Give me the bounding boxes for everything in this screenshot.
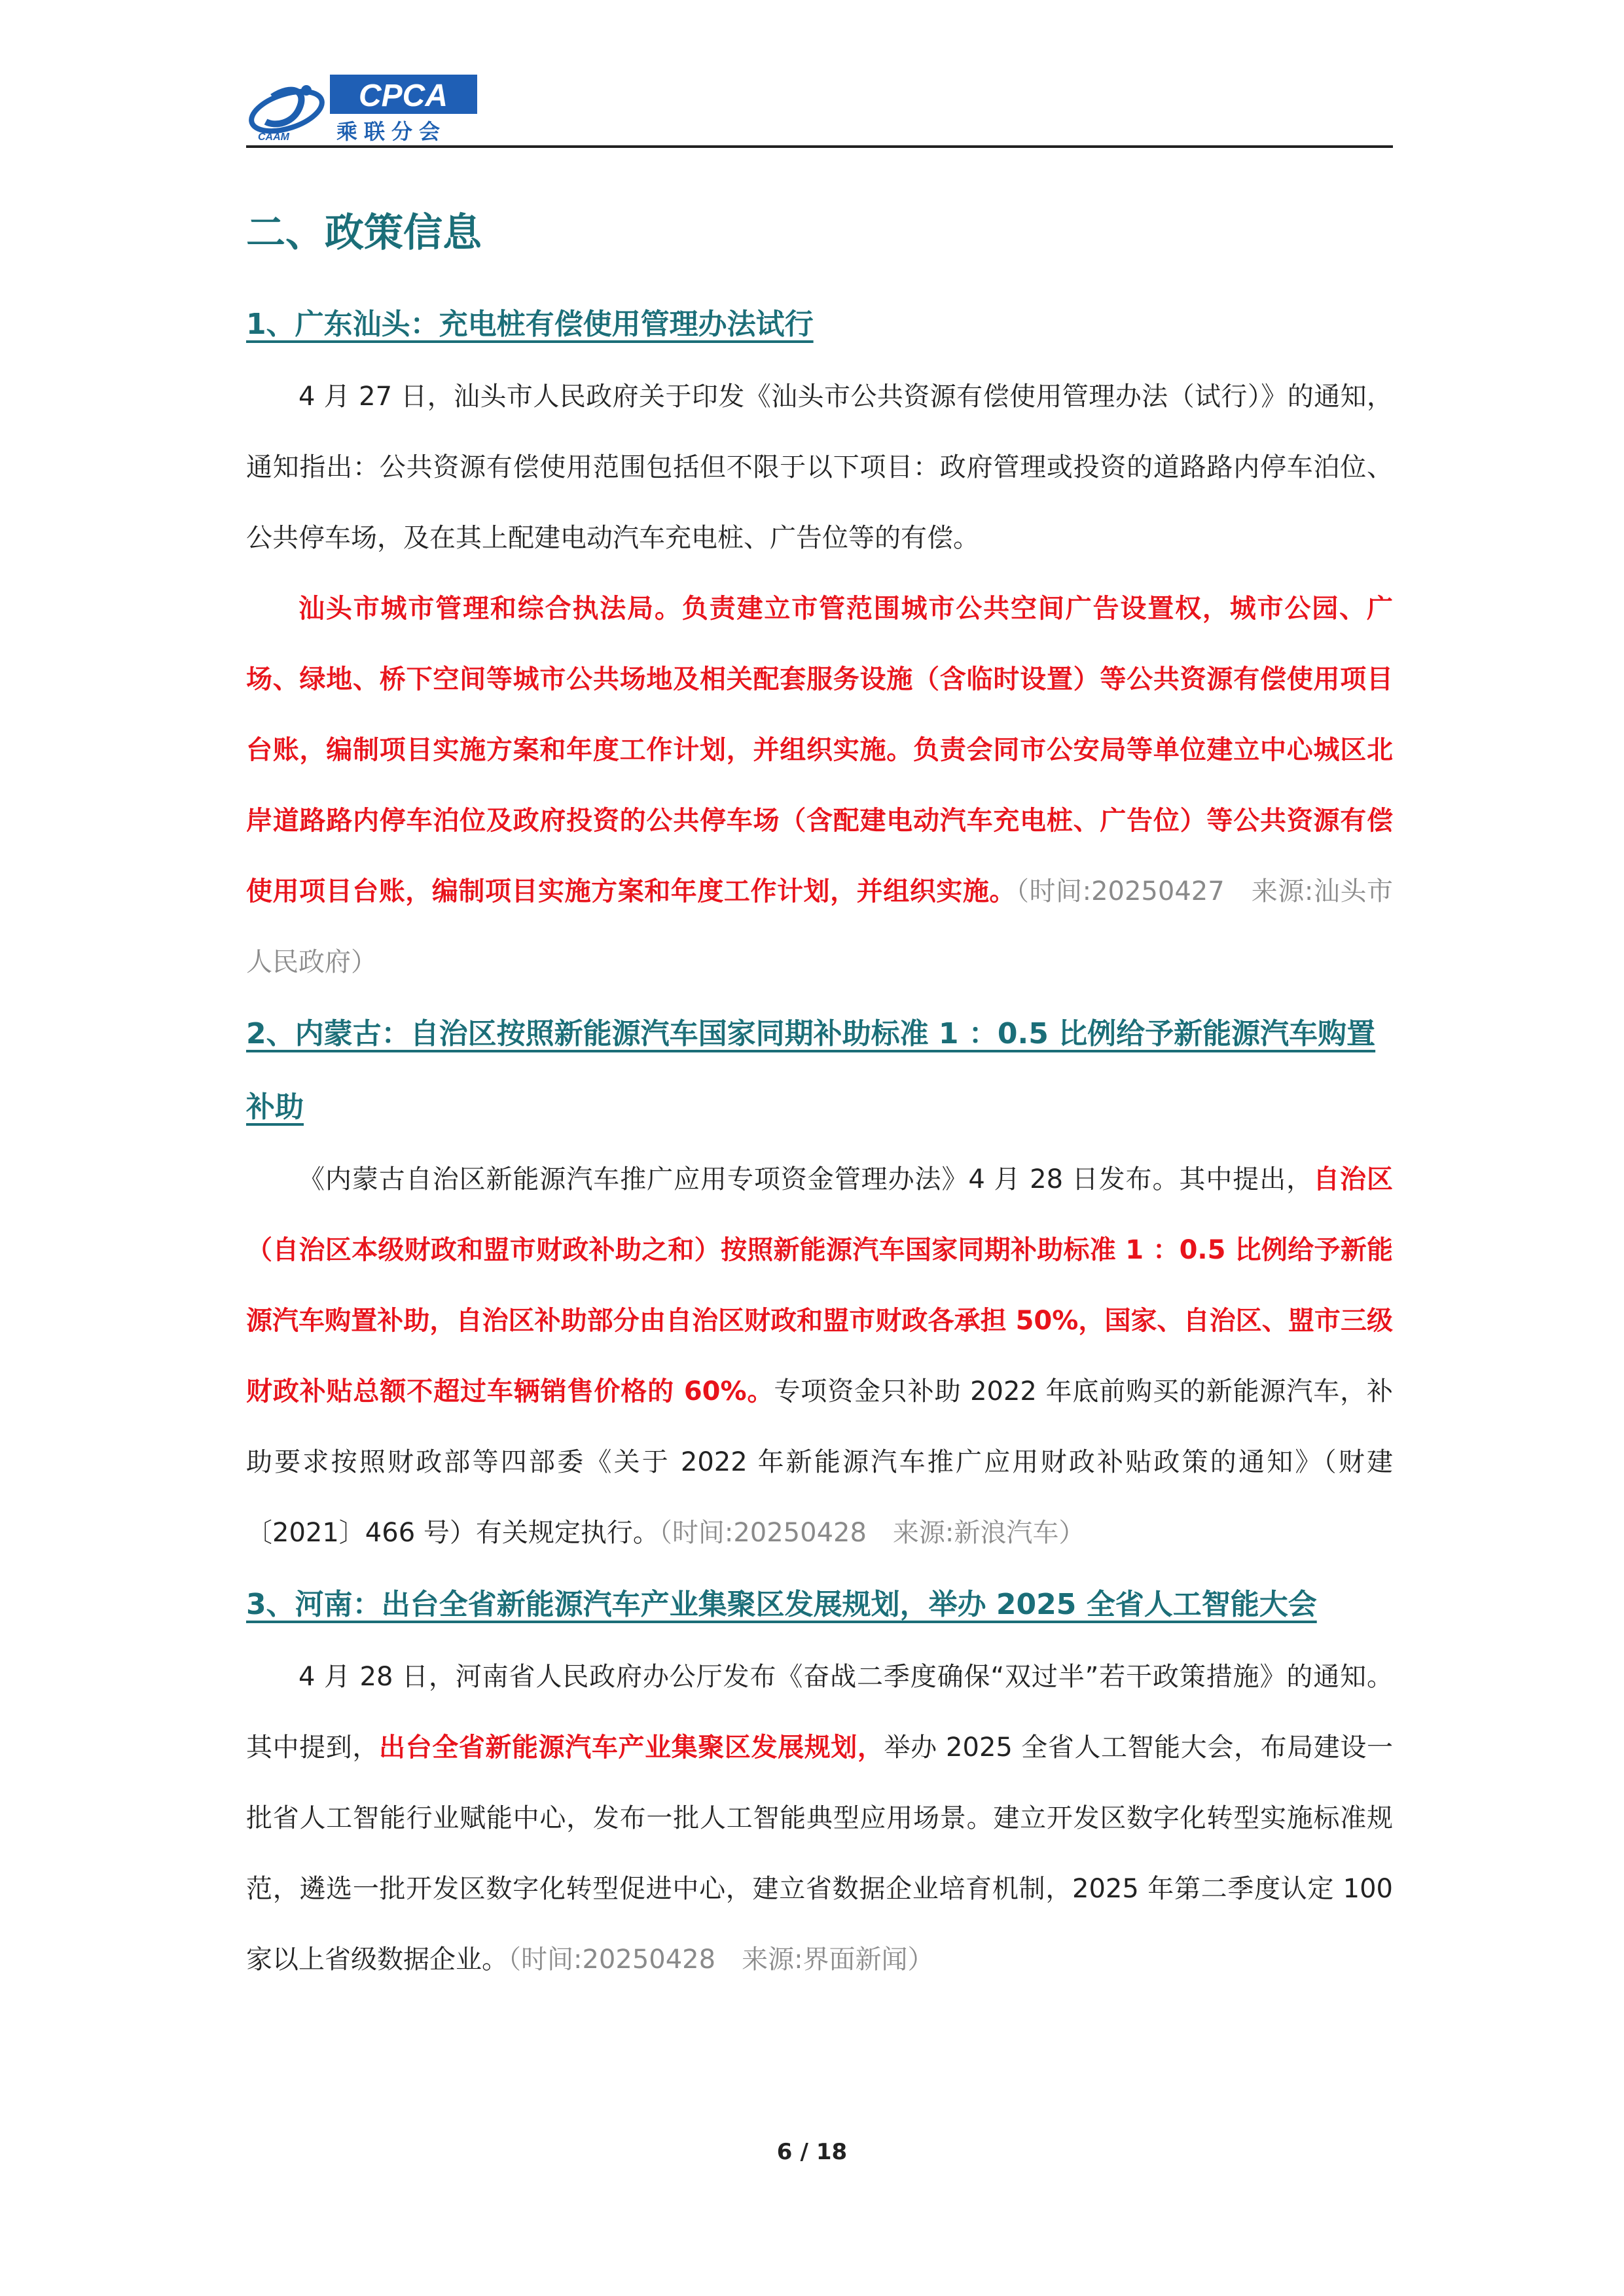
item-2-meta: （时间:20250428 来源:新浪汽车） [659,1518,1085,1548]
item-3-highlight: 出台全省新能源汽车产业集聚区发展规划， [379,1732,884,1763]
item-3-tail: 举办 2025 全省人工智能大会，布局建设一批省人工智能行业赋能中心，发布一批人工智能典型应用场景。建立开发区数字化转型实施标准规范，遴选一批开发区数字化转型促进中心，建立省数据企业培育机制，2025 年第二季度认定 100 家以上省级数据企业。 [246,1732,1394,1975]
item-1-meta: （时间:20250427 来源:汕头市人民政府） [246,876,1394,977]
page-header [246,71,1393,149]
item-1-highlight: 汕头市城市管理和综合执法局。负责建立市管范围城市公共空间广告设置权，城市公园、广场、绿地、桥下空间等城市公共场地及相关配套服务设施（含临时设置）等公共资源有偿使用项目台账，编制项目实施方案和年度工作计划，并组织实施。负责会同市公安局等单位建立中心城区北岸道路路内停车泊位及政府投资的公共停车场（含配建电动汽车充电桩、广告位）等公共资源有偿使用项目台账，编制项目实施方案和年度工作计划，并组织实施。 [246,594,1393,906]
item-2-highlight: 自治区（自治区本级财政和盟市财政补助之和）按照新能源汽车国家同期补助标准 1 ：0.5 比例给予新能源汽车购置补助，自治区补助部分由自治区财政和盟市财政各承担 50%，国家、自治区、盟市三级财政补贴总额不超过车辆销售价格的 60%。 [246,1164,1393,1407]
document-body [246,196,1393,1995]
item-2-lead: 《内蒙古自治区新能源汽车推广应用专项资金管理办法》4 月 28 日发布。其中提出， [298,1164,1314,1194]
item-2-tail: 专项资金只补助 2022 年底前购买的新能源汽车，补助要求按照财政部等四部委《关于 2022 年新能源汽车推广应用财政补贴政策的通知》（财建〔2021〕466 号）有关规定执行。 [246,1376,1393,1548]
item-title-3: 3、河南：出台全省新能源汽车产业集聚区发展规划，举办 2025 全省人工智能大会 [246,1588,1317,1621]
page-footer [0,2139,1624,2165]
cpca-logo [246,71,482,144]
page-separator: / [800,2139,808,2165]
logo-text: CPCA [358,79,448,113]
header-rule [246,145,1393,148]
page-current: 6 [776,2139,793,2165]
logo-small-text: CAAM [258,132,289,143]
page-total: 18 [816,2139,848,2165]
item-3-paragraph [246,1641,1393,1995]
item-title-2: 2、内蒙古：自治区按照新能源汽车国家同期补助标准 1 ：0.5 比例给予新能源汽车购置补助 [246,1017,1376,1124]
logo-subtext: 乘联分会 [336,119,447,144]
item-1-paragraph-2 [246,573,1393,997]
item-2-paragraph [246,1144,1393,1568]
item-1-paragraph-1: 4 月 27 日，汕头市人民政府关于印发《汕头市公共资源有偿使用管理办法（试行）》的通知，通知指出：公共资源有偿使用范围包括但不限于以下项目：政府管理或投资的道路路内停车泊位、公共停车场，及在其上配建电动汽车充电桩、广告位等的有偿。 [246,382,1393,553]
section-title: 二、政策信息 [246,210,482,256]
item-3-meta: （时间:20250428 来源:界面新闻） [508,1945,934,1975]
item-3-lead: 4 月 28 日，河南省人民政府办公厅发布《奋战二季度确保“双过半”若干政策措施》的通知。其中提到， [246,1662,1393,1763]
item-title-1: 1、广东汕头：充电桩有偿使用管理办法试行 [246,308,814,341]
